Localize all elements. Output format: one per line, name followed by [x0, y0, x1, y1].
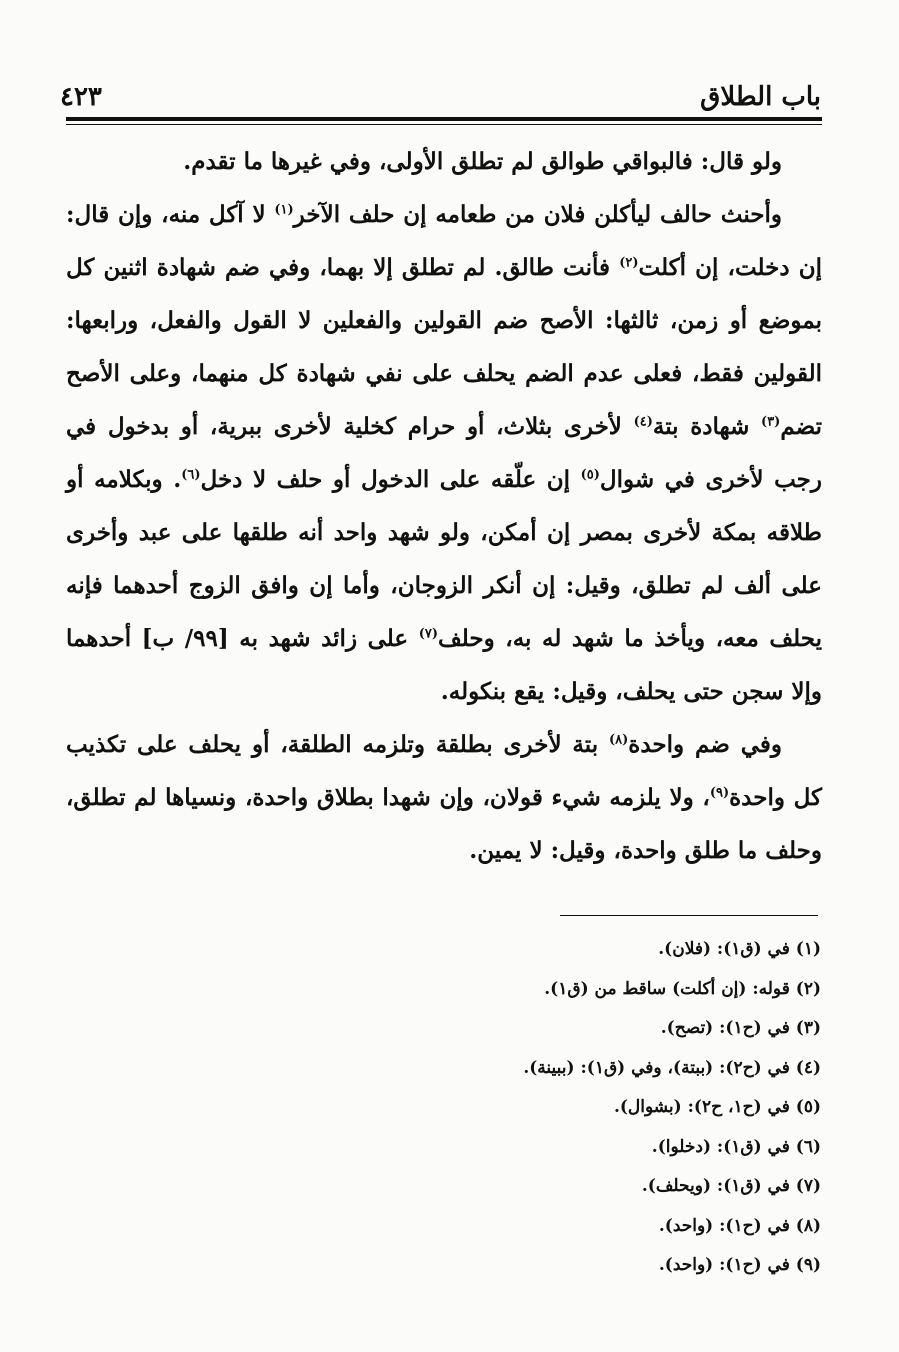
text-segment: بتة لأخرى بطلقة وتلزمه الطلقة، أو يحلف على تكذيب كل واحدة: [66, 731, 822, 811]
text-segment: ، ولا يلزمه شيء قولان، وإن شهدا بطلاق واحدة، ونسياها لم تطلق، وحلف ما طلق واحدة، وقيل: لا يمين.: [66, 784, 822, 864]
text-segment: . وبكلامه أو طلاقه بمكة لأخرى بمصر إن أمكن، ولو شهد واحد أنه طلقها على عبد وأخرى على ألف لم تطلق، وقيل: إن أنكر الزوجان، وأما إن وافق الزوج أحدهما فإنه يحلف معه، ويأخذ ما شهد له به، وحلف: [66, 466, 822, 652]
footnote-item: (٩) في (ح١): (واحد).: [658, 1255, 821, 1275]
footnote-item: (٤) في (ح٢): (ببتة)، وفي (ق١): (ببينة).: [523, 1057, 821, 1078]
footnote-item: (٥) في (ح١، ح٢): (بشوال).: [613, 1097, 821, 1117]
footnote-separator: [560, 915, 818, 916]
footnote-item: (٨) في (ح١): (واحد).: [658, 1215, 821, 1236]
footnote-marker[interactable]: (٣): [761, 414, 781, 430]
footnote-item: (١) في (ق١): (فلان).: [658, 939, 821, 959]
footnote-item: (٧) في (ق١): (ويحلف).: [641, 1176, 821, 1196]
header-rule-thick: [66, 117, 822, 121]
footnote-marker[interactable]: (١): [274, 202, 294, 218]
footnote-marker[interactable]: (٥): [580, 467, 600, 483]
text-segment: إن علّقه على الدخول أو حلف لا دخل: [200, 466, 571, 493]
footnote-item: (٣) في (ح١): (تصح).: [660, 1018, 821, 1038]
footnote-marker[interactable]: (٦): [181, 467, 201, 483]
footnote-marker[interactable]: (٧): [418, 626, 438, 642]
text-segment: شهادة بتة: [652, 413, 750, 440]
text-segment: لا آكل منه، وإن قال: إن دخلت، إن أكلت: [66, 201, 822, 281]
paragraph-1: [66, 135, 822, 188]
text-segment: لأخرى بثلاث، أو حرام كخلية لأخرى ببرية، أو بدخول في رجب لأخرى في شوال: [66, 413, 822, 493]
footnote-list: [321, 930, 821, 1286]
main-text: [66, 135, 822, 877]
footnote-marker[interactable]: (٤): [633, 414, 653, 430]
footnote-marker[interactable]: (٩): [709, 785, 730, 801]
footnote-item: (٢) قوله: (إن أكلت) ساقط من (ق١).: [544, 978, 821, 999]
footnote-item: (٦) في (ق١): (دخلوا).: [651, 1136, 821, 1157]
text-segment: وفي ضم واحدة: [628, 731, 782, 758]
paragraph-2: [66, 188, 822, 718]
page-number: ٤٢٣: [60, 82, 102, 112]
text-segment: على زائد شهد به [٩٩/ ب] أحدهما وإلا سجن حتى يحلف، وقيل: يقع بنكوله.: [66, 625, 822, 705]
paragraph-3: [66, 718, 822, 877]
footnote-marker[interactable]: (٢): [619, 255, 639, 271]
chapter-title: باب الطلاق: [700, 82, 821, 112]
footnote-marker[interactable]: (٨): [609, 732, 629, 748]
text-segment: ولو قال: فالبواقي طوالق لم تطلق الأولى، وفي غيرها ما تقدم.: [183, 148, 782, 175]
text-segment: وأحنث حالف ليأكلن فلان من طعامه إن حلف الآخر: [293, 201, 783, 228]
header-rule-thin: [66, 124, 822, 125]
page-header: [60, 62, 821, 112]
text-segment: فأنت طالق. لم تطلق إلا بهما، وفي ضم شهادة اثنين كل بموضع أو زمن، ثالثها: الأصح ضم القولين والفعلين لا القول والفعل، ورابعها: القولين فقط، فعلى عدم الضم يحلف على نفي شهادة كل منهما، وعلى الأصح تضم: [66, 254, 822, 440]
